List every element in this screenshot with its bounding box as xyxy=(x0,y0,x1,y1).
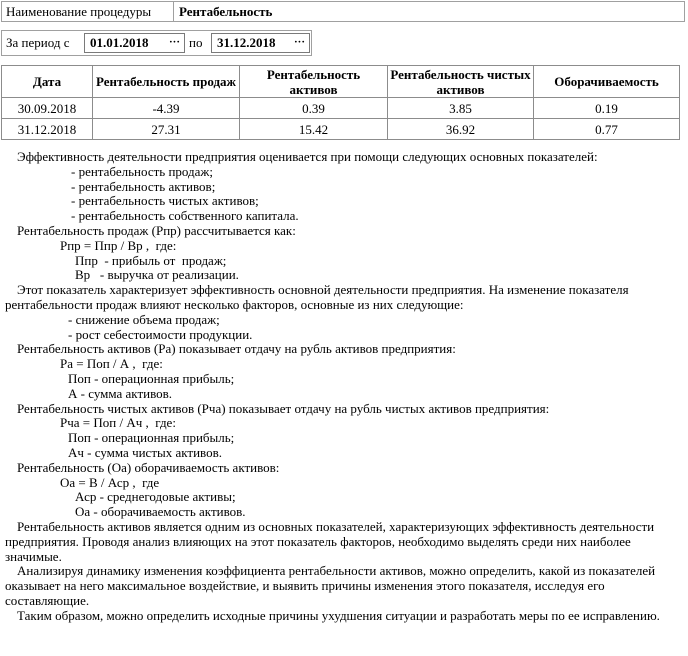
date-to-field[interactable] xyxy=(211,33,310,53)
table-cell: -4.39 xyxy=(93,98,240,119)
table-cell: 0.77 xyxy=(534,119,680,140)
text-line: Оа = В / Аср , где xyxy=(60,474,160,490)
text-line: Таким образом, можно определить исходные причины ухудшения ситуации и разработать меры по ее исправлению. xyxy=(17,607,660,623)
table-cell: 3.85 xyxy=(388,98,534,119)
text-line: Этот показатель характеризует эффективность основной деятельности предприятия. На изменение показателя xyxy=(17,282,629,298)
column-header-sales-profitability: Рентабельность продаж xyxy=(93,66,240,98)
text-line: Рпр = Ппр / Вр , где: xyxy=(60,237,177,253)
text-line: Аср - среднегодовые активы; xyxy=(75,489,236,505)
date-to-value: 31.12.2018 xyxy=(217,35,276,50)
period-filter xyxy=(1,30,312,56)
table-cell: 0.19 xyxy=(534,98,680,119)
text-line: Поп - операционная прибыль; xyxy=(68,430,235,446)
column-header-net-asset-profitability: Рентабельность чистых активов xyxy=(388,66,534,98)
text-line: Оа - оборачиваемость активов. xyxy=(75,504,246,520)
table-cell: 30.09.2018 xyxy=(2,98,93,119)
table-cell: 0.39 xyxy=(240,98,388,119)
text-line: рентабельности продаж влияют несколько факторов, основные из них следующие: xyxy=(5,296,464,312)
date-from-field[interactable] xyxy=(84,33,185,53)
profitability-table xyxy=(1,65,680,140)
text-line: - рентабельность чистых активов; xyxy=(71,193,259,209)
text-line: А - сумма активов. xyxy=(68,385,173,401)
text-line: - рост себестоимости продукции. xyxy=(68,326,253,342)
text-line: Поп - операционная прибыль; xyxy=(68,370,235,386)
table-cell: 15.42 xyxy=(240,119,388,140)
text-line: Ппр - прибыль от продаж; xyxy=(75,252,227,268)
text-line: составляющие. xyxy=(5,592,90,608)
column-header-date: Дата xyxy=(2,66,93,98)
date-from-value: 01.01.2018 xyxy=(90,35,149,50)
text-line: Рентабельность активов (Ра) показывает отдачу на рубль активов предприятия: xyxy=(17,341,456,357)
text-line: Анализируя динамику изменения коэффициента рентабельности активов, можно определить, какой из показателей xyxy=(17,563,656,579)
procedure-name: Рентабельность xyxy=(174,1,685,22)
period-from-label: За период с xyxy=(6,35,70,50)
text-line: Ач - сумма чистых активов. xyxy=(68,444,222,460)
column-header-asset-profitability: Рентабельность активов xyxy=(240,66,388,98)
text-line: Вр - выручка от реализации. xyxy=(75,267,239,283)
text-line: значимые. xyxy=(5,548,62,564)
table-header-row xyxy=(2,66,680,98)
text-line: Рентабельность чистых активов (Рча) показывает отдачу на рубль чистых активов предприятия: xyxy=(17,400,550,416)
text-line: - рентабельность активов; xyxy=(71,178,216,194)
period-to-label: по xyxy=(189,35,203,50)
procedure-label: Наименование процедуры xyxy=(1,1,174,22)
table-row xyxy=(2,119,680,140)
text-line: предприятия. Проводя анализ влияющих на этот показатель факторов, необходимо выделять среди них наиболее xyxy=(5,533,631,549)
text-line: Рентабельность (Оа) оборачиваемость активов: xyxy=(17,459,280,475)
text-line: - снижение объема продаж; xyxy=(68,311,220,327)
procedure-row xyxy=(1,1,685,22)
date-to-picker-icon[interactable]: ··· xyxy=(293,36,305,48)
description-text xyxy=(5,150,685,624)
text-line: Рча = Поп / Ач , где: xyxy=(60,415,176,431)
table-cell: 27.31 xyxy=(93,119,240,140)
text-line: - рентабельность продаж; xyxy=(71,163,214,179)
text-line: Рентабельность продаж (Рпр) рассчитывается как: xyxy=(17,222,296,238)
column-header-turnover: Оборачиваемость xyxy=(534,66,680,98)
date-from-picker-icon[interactable]: ··· xyxy=(168,36,180,48)
text-line: Эффективность деятельности предприятия оценивается при помощи следующих основных показателей: xyxy=(17,149,598,164)
table-row xyxy=(2,98,680,119)
text-line: оказывает на него максимальное воздействие, и выявить причины изменения этого показателя, исследуя его xyxy=(5,578,605,594)
table-cell: 31.12.2018 xyxy=(2,119,93,140)
text-line: - рентабельность собственного капитала. xyxy=(71,208,299,224)
text-line: Рентабельность активов является одним из основных показателей, характеризующих эффективность деятельности xyxy=(17,518,655,534)
table-cell: 36.92 xyxy=(388,119,534,140)
text-line: Ра = Поп / А , где: xyxy=(60,356,163,372)
